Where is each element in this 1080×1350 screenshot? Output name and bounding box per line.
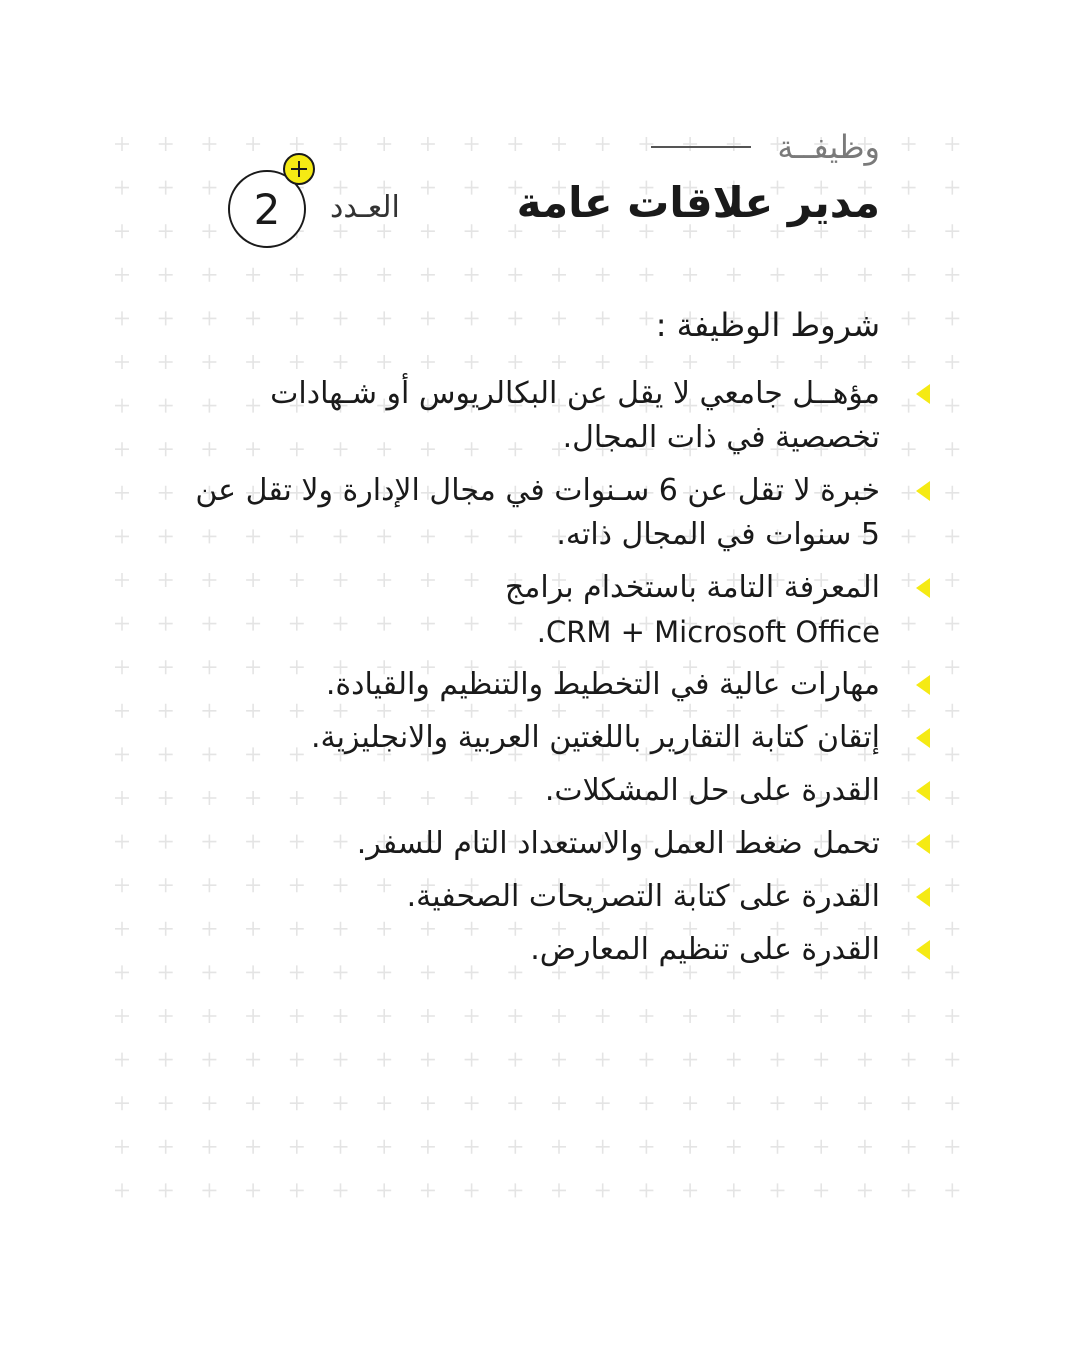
job-title: مدير علاقات عامة — [516, 178, 880, 227]
software-list-line: .CRM + Microsoft Office — [536, 615, 880, 649]
requirement-item — [190, 822, 930, 866]
requirement-text: المعرفة التامة باستخدام برامج — [504, 570, 880, 605]
triangle-bullet-icon — [916, 887, 930, 907]
requirement-item — [190, 928, 930, 972]
plus-icon — [283, 153, 315, 185]
requirement-item — [190, 716, 930, 760]
requirement-item — [190, 469, 930, 557]
vacancy-count-label: العـدد — [330, 190, 400, 225]
triangle-bullet-icon — [916, 384, 930, 404]
requirement-item — [190, 566, 930, 610]
vacancy-count-value: 2 — [253, 184, 281, 234]
triangle-bullet-icon — [916, 578, 930, 598]
requirement-item — [190, 663, 930, 707]
requirement-text: إتقان كتابة التقارير باللغتين العربية والانجليزية. — [311, 720, 880, 755]
triangle-bullet-icon — [916, 834, 930, 854]
requirement-text: القدرة على حل المشكلات. — [544, 773, 880, 808]
requirement-text: مهارات عالية في التخطيط والتنظيم والقيادة. — [325, 667, 880, 702]
requirement-text: القدرة على تنظيم المعارض. — [530, 932, 880, 967]
requirements-title: شروط الوظيفة : — [655, 306, 880, 344]
requirement-text: مؤهــل جامعي لا يقل عن البكالريوس أو شـهادات تخصصية في ذات المجال. — [270, 376, 880, 455]
requirement-item — [190, 875, 930, 919]
requirements-list — [190, 372, 930, 981]
triangle-bullet-icon — [916, 481, 930, 501]
triangle-bullet-icon — [916, 728, 930, 748]
requirement-text: تحمل ضغط العمل والاستعداد التام للسفر. — [356, 826, 880, 861]
requirement-text: خبرة لا تقل عن 6 سـنوات في مجال الإدارة ولا تقل عن 5 سنوات في المجال ذاته. — [195, 473, 880, 552]
kicker-text: وظيفــة — [777, 128, 880, 166]
requirement-text: القدرة على كتابة التصريحات الصحفية. — [406, 879, 880, 914]
triangle-bullet-icon — [916, 675, 930, 695]
triangle-bullet-icon — [916, 940, 930, 960]
requirement-item — [190, 769, 930, 813]
triangle-bullet-icon — [916, 781, 930, 801]
kicker-underline — [651, 146, 751, 148]
job-kicker — [651, 128, 880, 166]
requirement-item — [190, 372, 930, 460]
